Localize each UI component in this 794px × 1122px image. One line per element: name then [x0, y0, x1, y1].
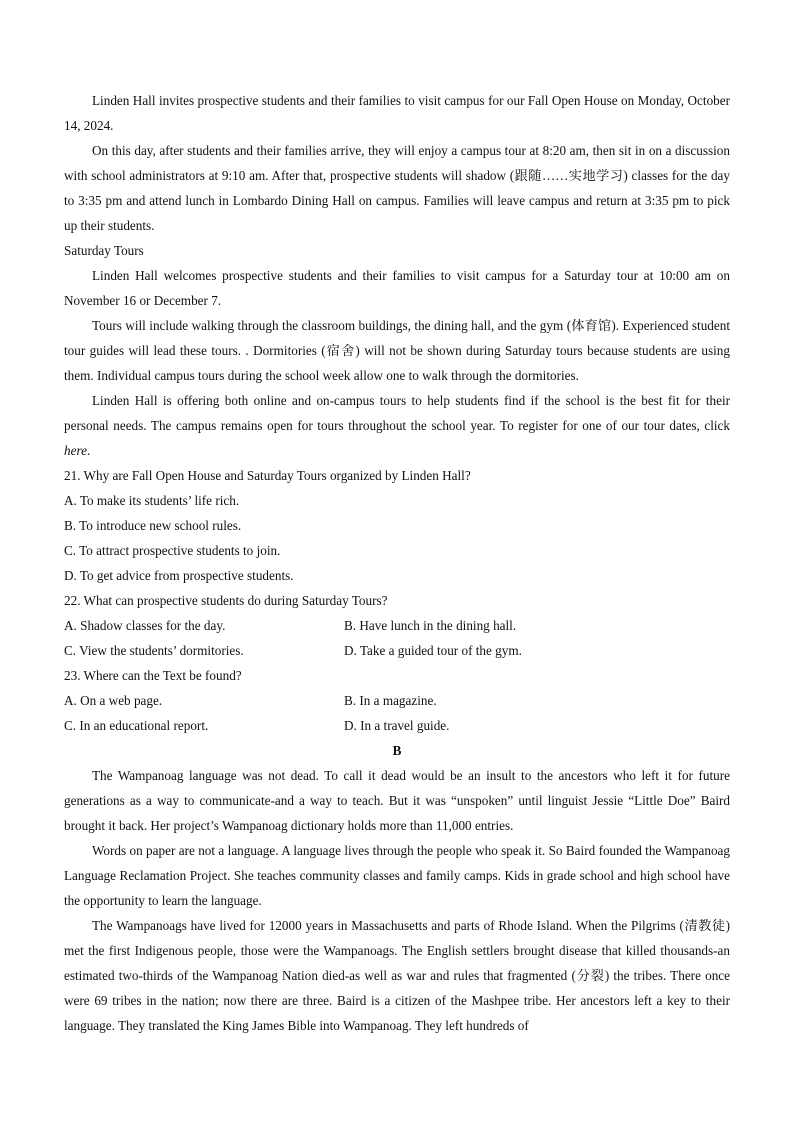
question-23-options-row-1: [64, 688, 730, 713]
passage-a-paragraph-4: Tours will include walking through the classroom buildings, the dining hall, and the gym (体育馆). Experienced student tour guides will lead these tours. . Dormitories (宿舍) will not be shown during Saturday tours because students are using them. Individual campus tours during the school week allow one to walk through the dormitories.: [64, 318, 730, 383]
question-22-option-a: A. Shadow classes for the day.: [64, 618, 226, 633]
question-22-options-row-2: [64, 638, 730, 663]
question-22-options-row-1: [64, 613, 730, 638]
passage-a-paragraph-2: On this day, after students and their families arrive, they will enjoy a campus tour at 8:20 am, then sit in on a discussion with school administrators at 9:10 am. After that, prospective students will shadow (跟随……实地学习) classes for the day to 3:35 pm and attend lunch in Lombardo Dining Hall on campus. Families will leave campus and return at 3:35 pm to pick up their students.: [64, 143, 730, 233]
section-heading-saturday-tours: Saturday Tours: [64, 243, 144, 258]
question-23-options-row-2: [64, 713, 730, 738]
question-22-stem: 22. What can prospective students do during Saturday Tours?: [64, 593, 388, 608]
question-21-option-c: C. To attract prospective students to join.: [64, 543, 281, 558]
question-22-option-c: C. View the students’ dormitories.: [64, 643, 244, 658]
question-21-option-d: D. To get advice from prospective students.: [64, 568, 294, 583]
question-23-stem: 23. Where can the Text be found?: [64, 668, 242, 683]
register-here-link[interactable]: here: [64, 443, 87, 458]
passage-a-paragraph-5: [64, 388, 730, 463]
question-21-stem: 21. Why are Fall Open House and Saturday Tours organized by Linden Hall?: [64, 468, 471, 483]
passage-b-paragraph-1: The Wampanoag language was not dead. To call it dead would be an insult to the ancestors who left it for future generations as a way to communicate-and a way to teach. But it was “unspoken” until linguist Jessie “Little Doe” Baird brought it back. Her project’s Wampanoag dictionary holds more than 11,000 entries.: [64, 768, 730, 833]
passage-b-paragraph-3: The Wampanoags have lived for 12000 years in Massachusetts and parts of Rhode Island. When the Pilgrims (清教徒) met the first Indigenous people, those were the Wampanoags. The English settlers brought disease that killed thousands-an estimated two-thirds of the Wampanoag Nation died-as well as war and rules that fragmented (分裂) the tribes. There once were 69 tribes in the nation; now there are three. Baird is a citizen of the Mashpee tribe. Her ancestors left a key to their language. They translated the King James Bible into Wampanoag. They left hundreds of: [64, 918, 730, 1033]
question-21-option-a: A. To make its students’ life rich.: [64, 493, 240, 508]
passage-a-paragraph-5-end: .: [86, 443, 91, 458]
passage-b-paragraph-2: Words on paper are not a language. A language lives through the people who speak it. So Baird founded the Wampanoag Language Reclamation Project. She teaches community classes and family camps. Kids in grade school and high school have the opportunity to learn the language.: [64, 843, 730, 908]
question-23-option-a: A. On a web page.: [64, 693, 163, 708]
question-23-option-b: B. In a magazine.: [344, 693, 437, 708]
document-page: [64, 88, 730, 1038]
question-22-option-b: B. Have lunch in the dining hall.: [344, 618, 517, 633]
question-21-option-b: B. To introduce new school rules.: [64, 518, 242, 533]
question-23-option-c: C. In an educational report.: [64, 718, 209, 733]
passage-a-paragraph-3: Linden Hall welcomes prospective students and their families to visit campus for a Saturday tour at 10:00 am on November 16 or December 7.: [64, 268, 730, 308]
passage-b-title: B: [392, 743, 402, 758]
passage-a-paragraph-1: Linden Hall invites prospective students and their families to visit campus for our Fall Open House on Monday, October 14, 2024.: [64, 93, 730, 133]
question-23-option-d: D. In a travel guide.: [344, 718, 450, 733]
passage-a-paragraph-5-text: Linden Hall is offering both online and on-campus tours to help students find if the school is the best fit for their personal needs. The campus remains open for tours throughout the school year. To register for one of our tour dates, click: [64, 393, 730, 433]
question-22-option-d: D. Take a guided tour of the gym.: [344, 643, 522, 658]
